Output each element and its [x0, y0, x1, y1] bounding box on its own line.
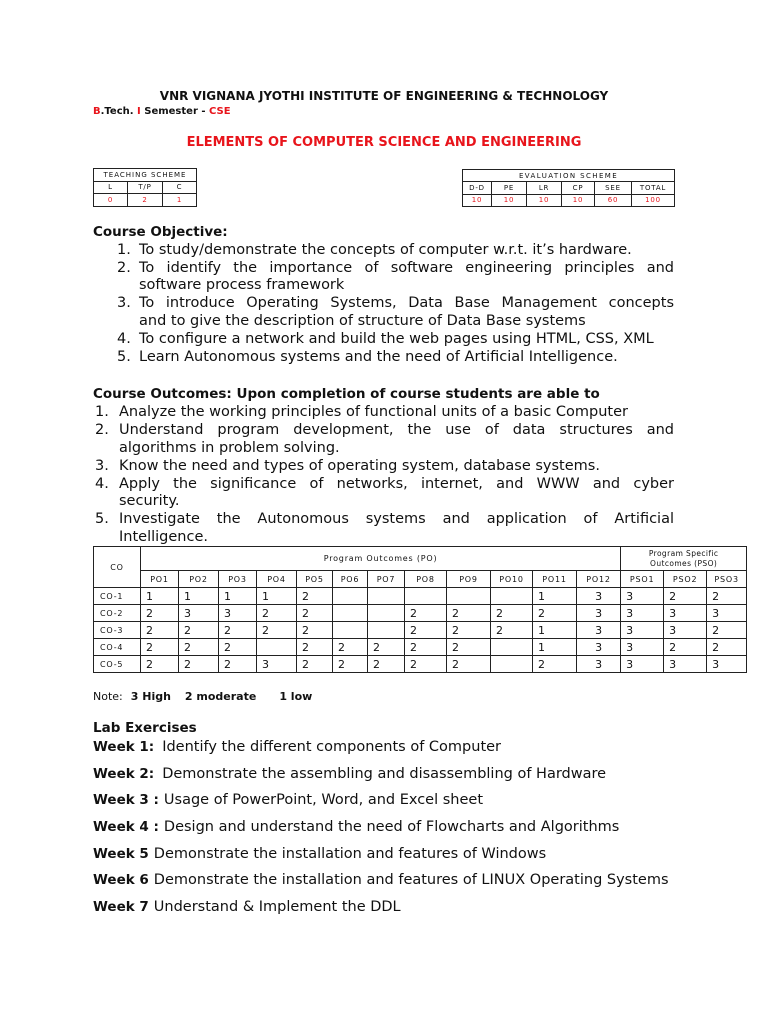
mapping-cell-po5: 2: [297, 588, 333, 605]
list-item: [93, 349, 674, 367]
mapping-cell-pso2: 2: [664, 639, 707, 656]
mapping-cell-po9: 2: [447, 656, 491, 673]
mapping-cell-po7: [368, 605, 405, 622]
evaluation-scheme-title: EVALUATION SCHEME: [463, 170, 675, 182]
degree-initial: B: [93, 106, 101, 117]
mapping-cell-po11: 1: [533, 622, 577, 639]
mapping-cell-po5: 2: [297, 656, 333, 673]
evaluation-value-total: 100: [632, 194, 675, 206]
item-text-line: algorithms in problem solving.: [119, 439, 340, 456]
teaching-scheme-value-l: 0: [94, 194, 128, 207]
item-text: [139, 349, 674, 367]
list-item: [93, 242, 674, 260]
mapping-cell-po10: [491, 639, 533, 656]
mapping-cell-po8: 2: [405, 605, 447, 622]
mapping-cell-po4: 2: [257, 605, 297, 622]
evaluation-col-see: SEE: [595, 182, 632, 194]
teaching-scheme-value-tp: 2: [128, 194, 163, 207]
teaching-scheme-title: TEACHING SCHEME: [94, 169, 197, 182]
week-label: Week 6: [93, 872, 149, 889]
mapping-cell-pso1: 3: [621, 605, 664, 622]
lab-week-list: [93, 738, 733, 916]
mapping-cell-pso2: 3: [664, 656, 707, 673]
semester-numeral: I: [137, 106, 141, 117]
course-title: ELEMENTS OF COMPUTER SCIENCE AND ENGINEERING: [186, 135, 582, 150]
item-number: 4.: [95, 475, 109, 492]
teaching-scheme-col-c: C: [163, 181, 197, 194]
mapping-cell-po12: 3: [577, 588, 621, 605]
evaluation-value-pe: 10: [492, 194, 527, 206]
mapping-cell-po6: [333, 622, 368, 639]
mapping-cell-pso2: 2: [664, 588, 707, 605]
evaluation-value-see: 60: [595, 194, 632, 206]
mapping-cell-po7: 2: [368, 639, 405, 656]
item-text-line: To introduce Operating Systems, Data Base Management concepts: [139, 295, 674, 312]
mapping-cell-po4: [257, 639, 297, 656]
branch: CSE: [209, 106, 231, 117]
mapping-cell-po10: 2: [491, 605, 533, 622]
mapping-cell-po10: [491, 588, 533, 605]
mapping-cell-po8: 2: [405, 622, 447, 639]
outcome-column-headers: [94, 571, 747, 588]
list-item: [93, 422, 674, 458]
program-specific-outcomes-header: [621, 547, 747, 571]
degree-rest: .Tech.: [100, 106, 138, 117]
course-outcomes-section: [93, 386, 674, 547]
column-header-po11: PO11: [533, 571, 577, 588]
item-number: 1.: [117, 241, 131, 258]
mapping-cell-po6: 2: [333, 639, 368, 656]
evaluation-col-total: TOTAL: [632, 182, 675, 194]
item-number: 2.: [95, 421, 109, 438]
list-item: [93, 295, 674, 331]
mapping-cell-po8: 2: [405, 639, 447, 656]
list-item: [93, 511, 674, 547]
column-header-po10: PO10: [491, 571, 533, 588]
co-column-header: CO: [94, 547, 141, 588]
list-item: [93, 260, 674, 296]
column-header-pso1: PSO1: [621, 571, 664, 588]
mapping-cell-po12: 3: [577, 622, 621, 639]
mapping-cell-po5: 2: [297, 639, 333, 656]
week-label: Week 7: [93, 898, 149, 915]
mapping-cell-po12: 3: [577, 605, 621, 622]
item-text-line: security.: [119, 493, 180, 510]
mapping-cell-po7: 2: [368, 656, 405, 673]
mapping-note: [93, 690, 312, 704]
note-level-low: 1 low: [279, 690, 313, 703]
mapping-cell-po2: 2: [179, 639, 219, 656]
mapping-cell-pso3: 3: [707, 605, 747, 622]
mapping-cell-pso3: 2: [707, 639, 747, 656]
mapping-cell-pso1: 3: [621, 622, 664, 639]
mapping-cell-po3: 1: [219, 588, 257, 605]
column-header-po6: PO6: [333, 571, 368, 588]
item-text: [119, 422, 674, 458]
item-text: [139, 260, 674, 296]
week-item: [93, 791, 733, 809]
mapping-row: [94, 639, 747, 656]
mapping-cell-pso1: 3: [621, 588, 664, 605]
week-item: [93, 845, 733, 863]
item-number: 4.: [117, 330, 131, 347]
course-objective-section: [93, 224, 674, 366]
co-label: CO-3: [94, 622, 141, 639]
mapping-cell-po10: [491, 656, 533, 673]
mapping-cell-po1: 1: [141, 588, 179, 605]
evaluation-col-dd: D-D: [463, 182, 492, 194]
evaluation-value-dd: 10: [463, 194, 492, 206]
item-text-line: Know the need and types of operating system, database systems.: [119, 457, 600, 474]
mapping-cell-po2: 1: [179, 588, 219, 605]
mapping-cell-po5: 2: [297, 605, 333, 622]
column-header-po7: PO7: [368, 571, 405, 588]
teaching-scheme-table: [93, 168, 197, 207]
item-text-line: and to give the description of structure of Data Base systems: [139, 312, 586, 329]
item-text-line: Understand program development, the use of data structures and: [119, 421, 674, 438]
teaching-scheme-col-tp: T/P: [128, 181, 163, 194]
mapping-cell-po9: 2: [447, 622, 491, 639]
mapping-cell-po9: 2: [447, 605, 491, 622]
mapping-cell-po6: [333, 588, 368, 605]
mapping-cell-po12: 3: [577, 656, 621, 673]
program-outcomes-header: Program Outcomes (PO): [141, 547, 621, 571]
item-number: 3.: [117, 295, 131, 312]
mapping-cell-po1: 2: [141, 622, 179, 639]
item-text-line: To study/demonstrate the concepts of computer w.r.t. it’s hardware.: [139, 241, 632, 258]
mapping-cell-po8: [405, 588, 447, 605]
item-text-line: To identify the importance of software engineering principles and: [139, 259, 674, 276]
mapping-cell-po1: 2: [141, 656, 179, 673]
item-text-line: Learn Autonomous systems and the need of Artificial Intelligence.: [139, 348, 618, 365]
item-text-line: software process framework: [139, 277, 345, 294]
course-outcomes-list: [93, 404, 674, 547]
item-text: [119, 476, 674, 512]
mapping-cell-po3: 2: [219, 622, 257, 639]
mapping-cell-pso3: 2: [707, 622, 747, 639]
lab-exercises-section: [93, 719, 733, 924]
column-header-pso3: PSO3: [707, 571, 747, 588]
list-item: [93, 404, 674, 422]
semester-label: Semester -: [140, 106, 209, 117]
item-number: 5.: [117, 348, 131, 365]
column-header-po2: PO2: [179, 571, 219, 588]
week-item: [93, 898, 733, 916]
teaching-scheme-value-c: 1: [163, 194, 197, 207]
column-header-po1: PO1: [141, 571, 179, 588]
list-item: [93, 458, 674, 476]
mapping-cell-po4: 1: [257, 588, 297, 605]
note-level-moderate: 2 moderate: [184, 690, 257, 703]
mapping-cell-po12: 3: [577, 639, 621, 656]
item-text-line: Intelligence.: [119, 529, 208, 546]
week-text: Demonstrate the installation and features of Windows: [153, 845, 547, 862]
mapping-cell-po7: [368, 588, 405, 605]
column-header-pso2: PSO2: [664, 571, 707, 588]
mapping-cell-pso3: 2: [707, 588, 747, 605]
mapping-cell-pso2: 3: [664, 622, 707, 639]
institute-name: VNR VIGNANA JYOTHI INSTITUTE OF ENGINEERING & TECHNOLOGY: [159, 89, 609, 103]
week-label: Week 5: [93, 845, 149, 862]
evaluation-col-lr: LR: [527, 182, 562, 194]
mapping-row: [94, 588, 747, 605]
mapping-cell-pso1: 3: [621, 656, 664, 673]
mapping-cell-po6: [333, 605, 368, 622]
co-label: CO-4: [94, 639, 141, 656]
mapping-cell-po6: 2: [333, 656, 368, 673]
column-header-po4: PO4: [257, 571, 297, 588]
item-text-line: To configure a network and build the web pages using HTML, CSS, XML: [139, 330, 654, 347]
week-text: Demonstrate the installation and features of LINUX Operating Systems: [153, 872, 669, 889]
pso-header-line: Outcomes (PSO): [650, 558, 718, 568]
item-text-line: Investigate the Autonomous systems and application of Artificial: [119, 511, 674, 528]
week-text: Understand & Implement the DDL: [153, 898, 401, 915]
course-outcomes-heading: Course Outcomes: Upon completion of course students are able to: [93, 386, 600, 402]
mapping-rows: [94, 588, 747, 673]
teaching-scheme-col-l: L: [94, 181, 128, 194]
mapping-cell-po2: 2: [179, 622, 219, 639]
item-text: [119, 404, 674, 422]
mapping-row: [94, 605, 747, 622]
week-text: Usage of PowerPoint, Word, and Excel sheet: [163, 792, 484, 809]
week-label: Week 4 :: [93, 818, 159, 835]
mapping-cell-po1: 2: [141, 639, 179, 656]
evaluation-col-pe: PE: [492, 182, 527, 194]
co-po-pso-mapping-table: [93, 546, 747, 673]
mapping-cell-po1: 2: [141, 605, 179, 622]
week-text: Demonstrate the assembling and disassembling of Hardware: [162, 765, 607, 782]
item-text-line: Apply the significance of networks, internet, and WWW and cyber: [119, 475, 674, 492]
mapping-cell-po7: [368, 622, 405, 639]
week-item: [93, 818, 733, 836]
pso-header-line: Program Specific: [648, 548, 719, 558]
mapping-cell-po8: 2: [405, 656, 447, 673]
mapping-cell-pso3: 3: [707, 656, 747, 673]
lab-exercises-heading: Lab Exercises: [93, 720, 197, 736]
mapping-cell-po11: 1: [533, 639, 577, 656]
evaluation-value-lr: 10: [527, 194, 562, 206]
course-objective-heading: Course Objective:: [93, 224, 228, 240]
item-number: 2.: [117, 259, 131, 276]
item-text: [139, 295, 674, 331]
column-header-po3: PO3: [219, 571, 257, 588]
program-line: [93, 106, 231, 118]
mapping-cell-po11: 2: [533, 656, 577, 673]
mapping-cell-po4: 3: [257, 656, 297, 673]
mapping-cell-po10: 2: [491, 622, 533, 639]
week-label: Week 1:: [93, 739, 155, 755]
co-label: CO-1: [94, 588, 141, 605]
week-label: Week 3 :: [93, 792, 159, 809]
item-text-line: Analyze the working principles of functional units of a basic Computer: [119, 403, 628, 420]
mapping-cell-po2: 3: [179, 605, 219, 622]
week-item: [93, 765, 733, 783]
item-text: [139, 242, 674, 260]
mapping-cell-po3: 2: [219, 656, 257, 673]
mapping-cell-po5: 2: [297, 622, 333, 639]
mapping-cell-po9: 2: [447, 639, 491, 656]
mapping-row: [94, 656, 747, 673]
column-header-po5: PO5: [297, 571, 333, 588]
item-text: [119, 511, 674, 547]
week-item: [93, 738, 733, 756]
item-number: 1.: [95, 403, 109, 420]
mapping-cell-po3: 2: [219, 639, 257, 656]
evaluation-scheme-table: [462, 169, 675, 207]
week-label: Week 2:: [93, 765, 155, 782]
mapping-cell-po2: 2: [179, 656, 219, 673]
column-header-po12: PO12: [577, 571, 621, 588]
mapping-cell-po11: 1: [533, 588, 577, 605]
week-text: Identify the different components of Computer: [162, 739, 502, 755]
mapping-cell-po4: 2: [257, 622, 297, 639]
co-label: CO-5: [94, 656, 141, 673]
mapping-cell-po9: [447, 588, 491, 605]
co-label: CO-2: [94, 605, 141, 622]
mapping-cell-po3: 3: [219, 605, 257, 622]
item-number: 3.: [95, 457, 109, 474]
item-number: 5.: [95, 511, 109, 528]
mapping-row: [94, 622, 747, 639]
list-item: [93, 476, 674, 512]
week-text: Design and understand the need of Flowcharts and Algorithms: [163, 818, 620, 835]
mapping-cell-po11: 2: [533, 605, 577, 622]
mapping-cell-pso1: 3: [621, 639, 664, 656]
evaluation-value-cp: 10: [562, 194, 595, 206]
list-item: [93, 331, 674, 349]
note-level-high: 3 High: [130, 690, 171, 703]
week-item: [93, 871, 733, 889]
mapping-cell-pso2: 3: [664, 605, 707, 622]
course-objective-list: [93, 242, 674, 367]
item-text: [139, 331, 674, 349]
note-label: Note:: [93, 690, 123, 703]
column-header-po9: PO9: [447, 571, 491, 588]
item-text: [119, 458, 674, 476]
evaluation-col-cp: CP: [562, 182, 595, 194]
column-header-po8: PO8: [405, 571, 447, 588]
